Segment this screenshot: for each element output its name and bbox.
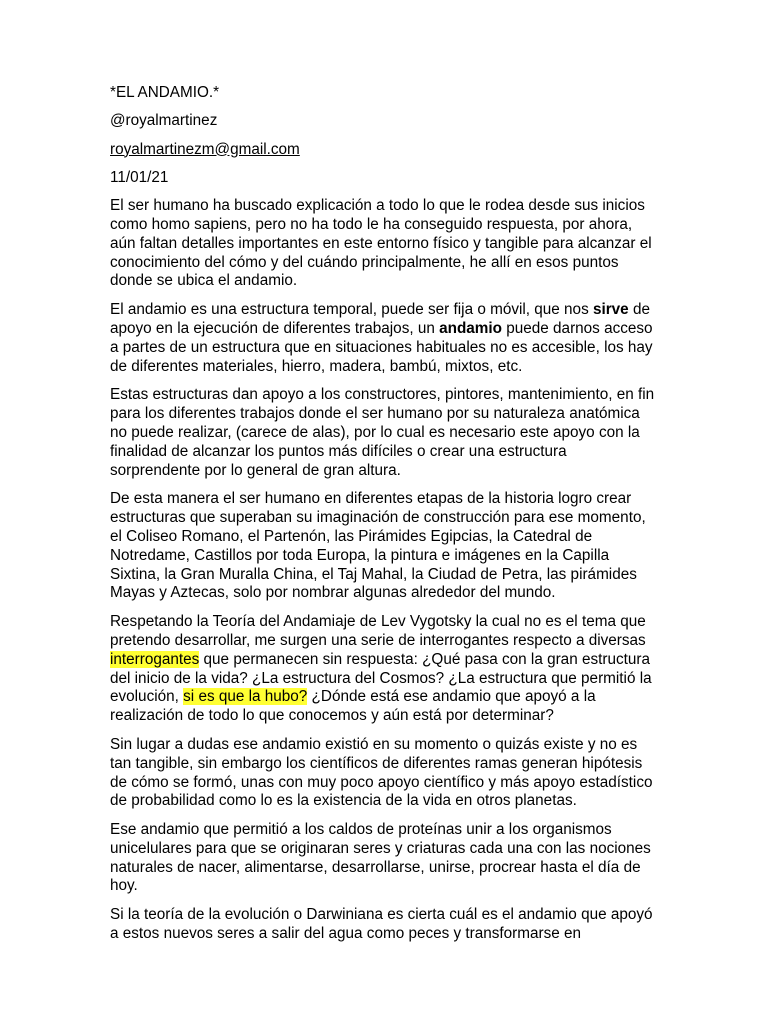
email-link[interactable]: royalmartinezm@gmail.com [110,140,300,158]
paragraph-2-text-a: El andamio es una estructura temporal, puede ser fija o móvil, que nos [110,301,593,319]
paragraph-5-text-b: que permanecen sin respuesta: ¿Qué pasa con la gran estructura del inicio de la vida? ¿La estructura del Cosmos? ¿La estructura que permitió la evolución, [110,650,652,706]
paragraph-3: Estas estructuras dan apoyo a los constructores, pintores, mantenimiento, en fin para los diferentes trabajos donde el ser humano por su naturaleza anatómica no puede realizar, (carece de alas), por lo cual es necesario este apoyo con la finalidad de alcanzar los puntos más difíciles o crear una estructura sorprendente por lo general de gran altura. [110,386,655,479]
paragraph-5-text-a: Respetando la Teoría del Andamiaje de Lev Vygotsky la cual no es el tema que pretendo desarrollar, me surgen una serie de interrogantes respecto a diversas [110,613,646,649]
paragraph-5-text-c: ¿Dónde está ese andamio que apoyó a la realización de todo lo que conocemos y aún está por determinar? [110,688,596,725]
paragraph-5 [110,613,660,726]
document-title: *EL ANDAMIO.* [110,84,220,101]
paragraph-6: Sin lugar a dudas ese andamio existió en su momento o quizás existe y no es tan tangible, sin embargo los científicos de diferentes ramas generan hipótesis de cómo se formó, unas con muy poco apoyo científico y más apoyo estadístico de probabilidad como lo es la existencia de la vida en otros planetas. [110,735,653,810]
paragraph-2-text-c: puede darnos acceso a partes de un estructura que en situaciones habituales no es accesible, los hay de diferentes materiales, hierro, madera, bambú, mixtos, etc. [110,319,653,375]
author-email[interactable] [110,141,660,160]
document-date: 11/01/21 [110,168,169,186]
author-handle: @royalmartinez [110,112,218,130]
paragraph-2-text-b: de apoyo en la ejecución de diferentes trabajos, un [110,301,650,337]
paragraph-8: Si la teoría de la evolución o Darwiniana es cierta cuál es el andamio que apoyó a estos nuevos seres a salir del agua como peces y transformarse en [110,906,653,943]
paragraph-4: De esta manera el ser humano en diferentes etapas de la historia logro crear estructuras que superaban su imaginación de construcción para ese momento, el Coliseo Romano, el Partenón, las Pirámides Egipcias, la Catedral de Notredame, Castillos por toda Europa, la pintura e imágenes en la Capilla Sixtina, la Gran Muralla China, el Taj Mahal, la Ciudad de Petra, las pirámides Mayas y Aztecas, solo por nombrar algunas alrededor del mundo. [110,490,646,602]
paragraph-1: El ser humano ha buscado explicación a todo lo que le rodea desde sus inicios como homo sapiens, pero no ha todo le ha conseguido respuesta, por ahora, aún faltan detalles importantes en este entorno físico y tangible para alcanzar el conocimiento del cómo y del cuándo principalmente, he allí en esos puntos donde se ubica el andamio. [110,197,652,290]
document-page [110,84,660,954]
highlight-interrogantes: interrogantes [110,650,200,668]
highlight-si-es-que-la-hubo: si es que la hubo? [183,688,308,706]
paragraph-7: Ese andamio que permitió a los caldos de proteínas unir a los organismos unicelulares para que se originaran seres y criaturas cada una con las nociones naturales de nacer, alimentarse, desarrollarse, unirse, procrear hasta el día de hoy. [110,821,651,895]
bold-word-sirve: sirve [592,301,629,319]
bold-word-andamio: andamio [439,319,503,337]
paragraph-2 [110,301,660,376]
